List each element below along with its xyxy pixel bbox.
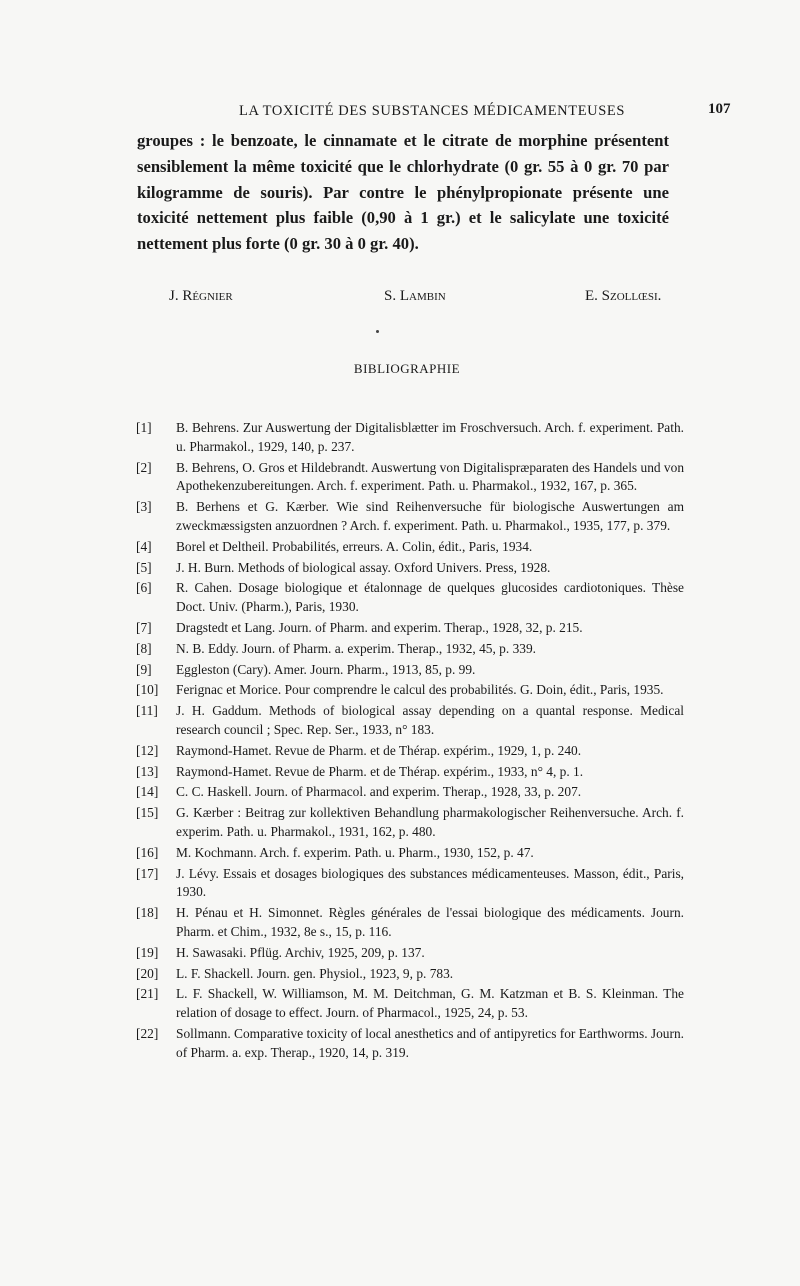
- page-number: 107: [708, 101, 731, 117]
- reference-text: H. Sawasaki. Pflüg. Archiv, 1925, 209, p. 137.: [176, 944, 425, 960]
- reference-number: [22]: [136, 1025, 159, 1041]
- reference-number: [7]: [136, 619, 152, 635]
- reference-text: Ferignac et Morice. Pour comprendre le calcul des probabilités. G. Doin, édit., Paris, 1935.: [176, 682, 664, 698]
- reference-item: [136, 783, 684, 802]
- reference-item: [136, 419, 684, 457]
- reference-text: L. F. Shackell. Journ. gen. Physiol., 1923, 9, p. 783.: [176, 965, 454, 981]
- reference-text: Sollmann. Comparative toxicity of local anesthetics and of antipyretics for Earthworms. Journ. of Pharm. a. exp. Therap., 1920, 14, p. 319.: [176, 1025, 684, 1060]
- reference-number: [20]: [136, 965, 159, 981]
- reference-text: Raymond-Hamet. Revue de Pharm. et de Thérap. expérim., 1933, n° 4, p. 1.: [176, 763, 584, 779]
- reference-number: [11]: [136, 703, 158, 719]
- reference-item: [136, 763, 684, 782]
- reference-item: [136, 742, 684, 761]
- reference-list: [136, 419, 684, 1065]
- reference-item: [136, 681, 684, 700]
- reference-number: [14]: [136, 784, 159, 800]
- reference-item: [136, 844, 684, 863]
- reference-text: G. Kærber : Beitrag zur kollektiven Behandlung pharmakologischer Reihenversuche. Arch. f. experim. Path. u. Pharmakol., 1931, 162, p. 480.: [176, 805, 684, 839]
- reference-number: [17]: [136, 865, 159, 881]
- reference-item: [136, 640, 684, 659]
- reference-item: [136, 619, 684, 638]
- reference-text: L. F. Shackell, W. Williamson, M. M. Deitchman, G. M. Katzman et B. S. Kleinman. The relation of dosage to effect. Journ. of Pharmacol., 1925, 24, p. 53.: [176, 986, 684, 1021]
- reference-item: [136, 965, 684, 984]
- reference-number: [6]: [136, 580, 152, 596]
- reference-number: [18]: [136, 905, 159, 921]
- reference-text: J. H. Burn. Methods of biological assay. Oxford Univers. Press, 1928.: [176, 559, 551, 575]
- reference-text: Eggleston (Cary). Amer. Journ. Pharm., 1913, 85, p. 99.: [176, 661, 476, 677]
- reference-number: [1]: [136, 420, 152, 435]
- reference-number: [4]: [136, 538, 152, 554]
- reference-item: [136, 498, 684, 536]
- reference-text: B. Behrens. Zur Auswertung der Digitalisblætter im Froschversuch. Arch. f. experiment. Path. u. Pharmakol., 1929, 140, p. 237.: [176, 420, 684, 454]
- reference-number: [10]: [136, 682, 159, 698]
- reference-text: C. C. Haskell. Journ. of Pharmacol. and experim. Therap., 1928, 33, p. 207.: [176, 784, 582, 800]
- reference-item: [136, 579, 684, 617]
- reference-item: [136, 904, 684, 942]
- reference-number: [3]: [136, 499, 152, 515]
- reference-number: [15]: [136, 805, 159, 821]
- reference-text: B. Behrens, O. Gros et Hildebrandt. Auswertung von Digitalispræparaten des Handels und von Apothekenzubereitungen. Arch. f. experiment. Path. u. Pharmakol., 1932, 167, p. 365.: [176, 459, 685, 494]
- reference-text: Dragstedt et Lang. Journ. of Pharm. and experim. Therap., 1928, 32, p. 215.: [176, 619, 583, 635]
- reference-item: [136, 661, 684, 680]
- author-szollosi: E. Szollœsi.: [585, 288, 662, 304]
- reference-number: [16]: [136, 844, 159, 860]
- reference-text: J. Lévy. Essais et dosages biologiques des substances médicamenteuses. Masson, édit., Paris, 1930.: [176, 865, 684, 900]
- reference-text: B. Berhens et G. Kærber. Wie sind Reihenversuche für biologische Auswertungen am zweckmæssigsten anzuordnen ? Arch. f. experiment. Path. u. Pharmakol., 1935, 177, p. 379.: [176, 499, 684, 533]
- reference-number: [8]: [136, 640, 152, 656]
- bibliography-heading: BIBLIOGRAPHIE: [353, 361, 461, 376]
- reference-item: [136, 1025, 684, 1063]
- reference-item: [136, 865, 684, 903]
- reference-text: J. H. Gaddum. Methods of biological assay depending on a quantal response. Medical research council ; Spec. Rep. Ser., 1933, n° 183.: [176, 703, 684, 737]
- author-regnier: J. Régnier: [169, 288, 233, 304]
- reference-number: [9]: [136, 661, 152, 677]
- reference-item: [136, 985, 684, 1023]
- reference-item: [136, 559, 684, 578]
- reference-item: [136, 702, 684, 740]
- running-title: LA TOXICITÉ DES SUBSTANCES MÉDICAMENTEUSES: [238, 103, 626, 119]
- reference-number: [5]: [136, 559, 152, 575]
- reference-text: N. B. Eddy. Journ. of Pharm. a. experim. Therap., 1932, 45, p. 339.: [176, 640, 537, 656]
- reference-number: [19]: [136, 944, 159, 960]
- reference-text: Borel et Deltheil. Probabilités, erreurs. A. Colin, édit., Paris, 1934.: [176, 538, 533, 554]
- reference-number: [12]: [136, 742, 159, 758]
- reference-item: [136, 944, 684, 963]
- reference-text: Raymond-Hamet. Revue de Pharm. et de Thérap. expérim., 1929, 1, p. 240.: [176, 742, 582, 758]
- reference-number: [13]: [136, 763, 159, 779]
- reference-text: R. Cahen. Dosage biologique et étalonnage de quelques glucosides cardiotoniques. Thèse Doct. Univ. (Pharm.), Paris, 1930.: [176, 580, 684, 615]
- reference-number: [2]: [136, 459, 152, 475]
- intro-paragraph: groupes : le benzoate, le cinnamate et le citrate de morphine présentent sensiblement la même toxicité que le chlorhydrate (0 gr. 55 à 0 gr. 70 par kilogramme de souris). Par contre le phénylpropionate présente une toxicité nettement plus faible (0,90 à 1 gr.) et le salicylate une toxicité nettement plus forte (0 gr. 30 à 0 gr. 40).: [137, 131, 669, 254]
- author-lambin: S. Lambin: [384, 288, 446, 304]
- reference-item: [136, 538, 684, 557]
- reference-item: [136, 459, 684, 497]
- separator-dot: [376, 330, 379, 333]
- reference-number: [21]: [136, 986, 159, 1002]
- reference-item: [136, 804, 684, 842]
- reference-text: H. Pénau et H. Simonnet. Règles générales de l'essai biologique des médicaments. Journ. Pharm. et Chim., 1932, 8e s., 15, p. 116.: [176, 905, 684, 939]
- reference-text: M. Kochmann. Arch. f. experim. Path. u. Pharm., 1930, 152, p. 47.: [176, 844, 534, 860]
